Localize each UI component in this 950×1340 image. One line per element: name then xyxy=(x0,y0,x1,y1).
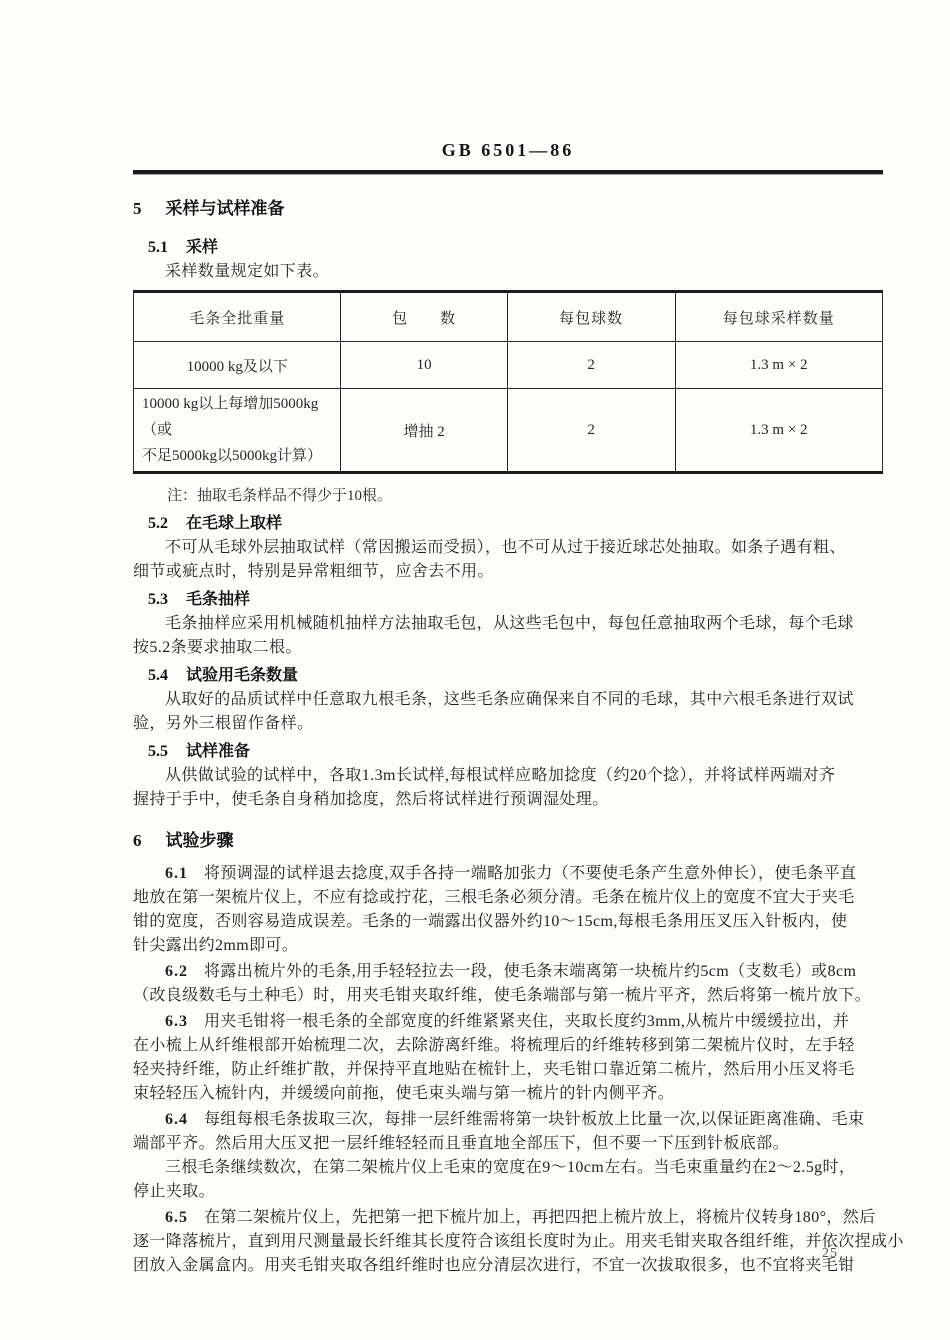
body-text: 将预调湿的试样退去捻度,双手各持一端略加张力（不要使毛条产生意外伸长），使毛条平直 xyxy=(204,865,857,882)
body-text: 在第二架梳片仪上，先把第一把下梳片加上，再把四把上梳片放上，将梳片仪转身180°，然后 xyxy=(204,1209,876,1226)
body-line: 细节或疵点时，特别是异常粗细节，应舍去不用。 xyxy=(133,563,494,580)
body-line: 针尖露出约2mm即可。 xyxy=(133,937,299,954)
section-5-3-heading xyxy=(148,588,883,612)
table-header-batch-weight: 毛条全批重量 xyxy=(134,292,341,342)
section-5-heading xyxy=(133,196,883,222)
header-rule xyxy=(133,170,883,174)
body-line: 钳的宽度，否则容易造成误差。毛条的一端露出仪器外约10～15cm,每根毛条用压叉压入针板内，使 xyxy=(133,913,848,930)
table-note: 注：抽取毛条样品不得少于10根。 xyxy=(167,488,393,504)
table-cell: 10000 kg及以下 xyxy=(134,342,341,389)
table-header-balls-per-bale: 每包球数 xyxy=(507,292,675,342)
body-line: 束轻轻压入梳针内，并缓缓向前拖，使毛束头端与第一梳片的针内侧平齐。 xyxy=(133,1085,675,1102)
section-5-5-heading xyxy=(148,740,883,764)
table-header-samples-per-ball: 每包球采样数量 xyxy=(675,292,883,342)
body-line: 三根毛条继续数次，在第二架梳片仪上毛束的宽度在9～10cm左右。当毛束重量约在2～2.5g时， xyxy=(165,1159,856,1176)
table-cell: 1.3 m × 2 xyxy=(675,342,883,389)
section-5-4-heading xyxy=(148,664,883,688)
body-line: 轻夹持纤维，防止纤维扩散，并保持平直地贴在梳针上，夹毛钳口靠近第二梳片，然后用小压叉将毛 xyxy=(133,1061,855,1078)
body-line: 验，另外三根留作备样。 xyxy=(133,715,314,732)
section-5-2-number: 5.2 xyxy=(148,515,168,532)
body-line: 从取好的品质试样中任意取九根毛条，这些毛条应确保来自不同的毛球，其中六根毛条进行双试 xyxy=(165,691,854,708)
paragraph-6-4-number: 6.4 xyxy=(165,1111,188,1128)
table-cell: 2 xyxy=(507,389,675,473)
section-5-number: 5 xyxy=(133,199,142,218)
body-line: 不可从毛球外层抽取试样（常因搬运而受损），也不可从过于接近球芯处抽取。如条子遇有粗、 xyxy=(165,539,846,556)
table-cell-line: 不足5000kg以5000kg计算） xyxy=(142,448,323,464)
body-line xyxy=(133,1108,883,1132)
section-5-5-number: 5.5 xyxy=(148,743,168,760)
body-line: （改良级数毛与土种毛）时，用夹毛钳夹取纤维，使毛条端部与第一梳片平齐，然后将第一梳片放下。 xyxy=(133,987,872,1004)
paragraph-6-5-number: 6.5 xyxy=(165,1209,188,1226)
table-cell: 10 xyxy=(341,342,507,389)
section-5-2-title: 在毛球上取样 xyxy=(186,515,283,532)
table-cell: 1.3 m × 2 xyxy=(675,389,883,473)
page-content xyxy=(133,0,904,1278)
body-text: 每组每根毛条拔取三次，每排一层纤维需将第一块针板放上比量一次,以保证距离准确、毛束 xyxy=(204,1111,865,1128)
sampling-table xyxy=(133,290,883,474)
section-5-title: 采样与试样准备 xyxy=(165,199,285,218)
body-line: 停止夹取。 xyxy=(133,1183,216,1200)
section-5-5-title: 试样准备 xyxy=(186,743,251,760)
section-6-title: 试验步骤 xyxy=(165,831,234,850)
body-line: 端部平齐。然后用大压叉把一层纤维轻轻而且垂直地全部压下，但不要一下压到针板底部。 xyxy=(133,1135,790,1152)
table-cell xyxy=(134,389,341,473)
section-5-2-heading xyxy=(148,512,883,536)
section-5-4-number: 5.4 xyxy=(148,667,168,684)
body-line: 毛条抽样应采用机械随机抽样方法抽取毛包，从这些毛包中，每包任意抽取两个毛球，每个毛球 xyxy=(165,615,854,632)
body-line xyxy=(133,960,883,984)
body-text: 将露出梳片外的毛条,用手轻轻拉去一段，使毛条末端离第一块梳片约5cm（支数毛）或8cm xyxy=(204,963,857,980)
table-cell: 增抽 2 xyxy=(341,389,507,473)
section-5-1-title: 采样 xyxy=(186,239,219,256)
body-line: 握持于手中，使毛条自身稍加捻度，然后将试样进行预调湿处理。 xyxy=(133,791,609,808)
body-text: 用夹毛钳将一根毛条的全部宽度的纤维紧紧夹住，夹取长度约3mm,从梳片中缓缓拉出，并 xyxy=(204,1013,850,1030)
section-5-1-intro: 采样数量规定如下表。 xyxy=(165,263,330,280)
table-row xyxy=(134,389,883,473)
body-line: 地放在第一架梳片仪上，不应有捻或拧花，三根毛条必须分清。毛条在梳片仪上的宽度不宜大于夹毛 xyxy=(133,889,855,906)
paragraph-6-1-number: 6.1 xyxy=(165,865,188,882)
body-line: 按5.2条要求抽取二根。 xyxy=(133,639,302,656)
body-line: 逐一降落梳片，直到用尺测量最长纤维其长度符合该组长度时为止。用夹毛钳夹取各组纤维，并依次捏成小 xyxy=(133,1233,904,1250)
body-line xyxy=(133,1206,883,1230)
page-number: 25 xyxy=(822,1246,838,1261)
body-line: 从供做试验的试样中，各取1.3m长试样,每根试样应略加捻度（约20个捻），并将试样两端对齐 xyxy=(165,767,836,784)
paragraph-6-2-number: 6.2 xyxy=(165,963,188,980)
section-5-3-title: 毛条抽样 xyxy=(186,591,251,608)
table-cell: 2 xyxy=(507,342,675,389)
body-line xyxy=(133,862,883,886)
body-line xyxy=(133,1010,883,1034)
table-cell-line: 10000 kg以上每增加5000kg（或 xyxy=(142,396,319,438)
table-header-bale-count: 包 数 xyxy=(341,292,507,342)
body-line: 团放入金属盒内。用夹毛钳夹取各组纤维时也应分清层次进行，不宜一次拔取很多，也不宜将夹毛钳 xyxy=(133,1257,855,1274)
table-row xyxy=(134,342,883,389)
section-6-number: 6 xyxy=(133,831,142,850)
section-5-1-number: 5.1 xyxy=(148,239,168,256)
standard-code: GB 6501—86 xyxy=(441,140,575,160)
section-5-4-title: 试验用毛条数量 xyxy=(186,667,299,684)
section-5-3-number: 5.3 xyxy=(148,591,168,608)
paragraph-6-3-number: 6.3 xyxy=(165,1013,188,1030)
table-header-row xyxy=(134,292,883,342)
body-line: 在小梳上从纤维根部开始梳理二次，去除游离纤维。将梳理后的纤维转移到第二架梳片仪时，左手轻 xyxy=(133,1037,855,1054)
section-5-1-heading xyxy=(148,236,883,260)
section-6-heading xyxy=(133,828,883,854)
